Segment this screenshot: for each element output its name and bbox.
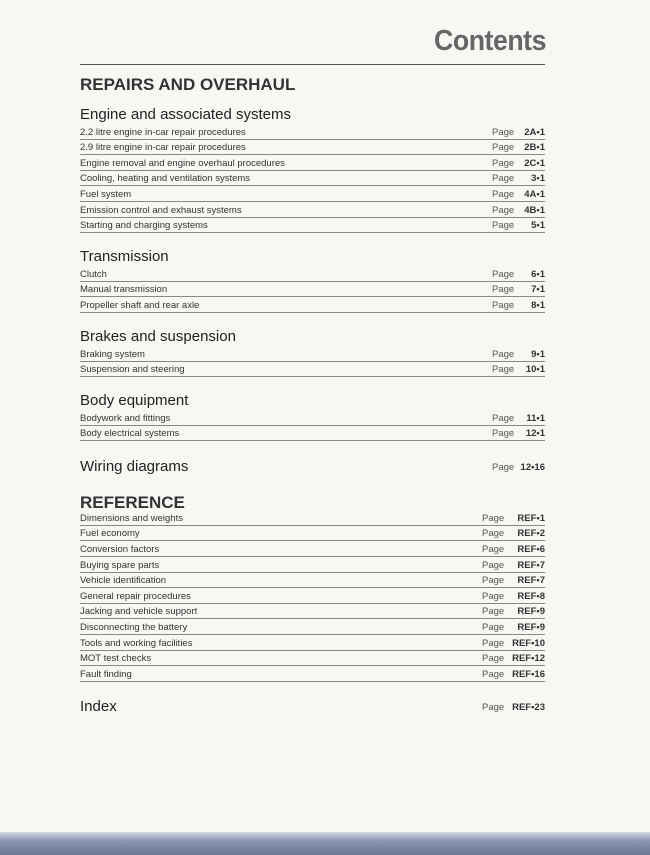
page-number: 2A•1 <box>524 126 545 138</box>
page-word: Page <box>492 412 515 424</box>
scan-edge <box>0 832 650 855</box>
toc-row-label: Cooling, heating and ventilation systems <box>80 173 251 185</box>
toc-row[interactable] <box>80 296 545 313</box>
toc-row[interactable] <box>80 265 545 282</box>
toc-row[interactable] <box>80 154 545 171</box>
page-word: Page <box>482 622 505 634</box>
page-number: REF•10 <box>512 637 545 649</box>
toc-row[interactable] <box>80 409 545 426</box>
toc-row[interactable] <box>80 634 545 651</box>
toc-row-label: Tools and working facilities <box>80 637 193 649</box>
page-number: REF•12 <box>512 653 545 665</box>
page-number: 6•1 <box>531 268 545 280</box>
page-number: REF•9 <box>517 606 545 618</box>
section-heading-engine: Engine and associated systems <box>80 106 291 123</box>
toc-row-label: Fuel economy <box>80 528 140 540</box>
toc-row-label: 2.2 litre engine in-car repair procedures <box>80 126 246 138</box>
toc-row-label: 2.9 litre engine in-car repair procedures <box>80 142 246 154</box>
page-number: 4A•1 <box>524 188 545 200</box>
toc-row[interactable] <box>80 572 545 589</box>
toc-row[interactable] <box>80 603 545 620</box>
toc-row[interactable] <box>80 361 545 378</box>
toc-row-label: Jacking and vehicle support <box>80 606 198 618</box>
page-word: Page <box>492 126 515 138</box>
toc-row-label: Fuel system <box>80 188 132 200</box>
page-word: Page <box>492 142 515 154</box>
toc-row[interactable] <box>80 666 545 683</box>
page-number: REF•23 <box>512 702 545 713</box>
page-number: 2C•1 <box>524 157 545 169</box>
page-word: Page <box>482 590 505 602</box>
toc-row-label: Body electrical systems <box>80 428 180 440</box>
page-number: 12•1 <box>525 428 545 440</box>
page-word: Page <box>492 428 515 440</box>
page-word: Page <box>482 543 505 555</box>
toc-row[interactable] <box>80 650 545 667</box>
page-number: 7•1 <box>531 284 545 296</box>
toc-row[interactable] <box>80 217 545 234</box>
page-number: REF•2 <box>517 528 545 540</box>
page-number: REF•7 <box>517 559 545 571</box>
page-word: Page <box>482 653 505 665</box>
page-word: Page <box>482 575 505 587</box>
page-word: Page <box>482 512 505 524</box>
toc-entry-index[interactable] <box>80 695 545 715</box>
toc-row[interactable] <box>80 525 545 542</box>
toc-row[interactable] <box>80 587 545 604</box>
toc-row[interactable] <box>80 170 545 187</box>
section-heading-body: Body equipment <box>80 392 189 409</box>
page-word: Page <box>492 284 515 296</box>
toc-row[interactable] <box>80 540 545 557</box>
toc-row-label: Buying spare parts <box>80 559 160 571</box>
page-word: Page <box>492 299 515 311</box>
toc-row[interactable] <box>80 201 545 218</box>
toc-row-label: Starting and charging systems <box>80 220 208 232</box>
page-number: 8•1 <box>531 299 545 311</box>
page-word: Page <box>492 348 515 360</box>
page-number: 5•1 <box>531 220 545 232</box>
index-label: Index <box>80 698 117 715</box>
page-word: Page <box>482 528 505 540</box>
repairs-heading: REPAIRS AND OVERHAUL <box>80 75 296 94</box>
page-word: Page <box>492 268 515 280</box>
toc-row-label: Braking system <box>80 348 145 360</box>
page-number: REF•7 <box>517 575 545 587</box>
page-word: Page <box>492 157 515 169</box>
page-number: 10•1 <box>525 364 545 376</box>
toc-row-label: Conversion factors <box>80 543 160 555</box>
page-word: Page <box>482 702 505 713</box>
reference-heading: REFERENCE <box>80 493 185 512</box>
page-word: Page <box>482 669 505 681</box>
page-number: REF•8 <box>517 590 545 602</box>
page-word: Page <box>492 364 515 376</box>
page-word: Page <box>492 204 515 216</box>
toc-row-label: General repair procedures <box>80 590 191 602</box>
toc-row[interactable] <box>80 619 545 636</box>
toc-row-label: Emission control and exhaust systems <box>80 204 242 216</box>
section-heading-brakes: Brakes and suspension <box>80 328 236 345</box>
toc-row-label: Manual transmission <box>80 284 168 296</box>
toc-row[interactable] <box>80 345 545 362</box>
toc-row-label: Bodywork and fittings <box>80 412 171 424</box>
toc-row-label: Suspension and steering <box>80 364 185 376</box>
toc-row[interactable] <box>80 556 545 573</box>
page-word: Page <box>482 559 505 571</box>
toc-row[interactable] <box>80 123 545 140</box>
toc-row-label: Disconnecting the battery <box>80 622 188 634</box>
toc-row-label: MOT test checks <box>80 653 152 665</box>
page-number: REF•1 <box>517 512 545 524</box>
page-number: 3•1 <box>531 173 545 185</box>
page-word: Page <box>482 637 505 649</box>
toc-entry-wiring-diagrams[interactable] <box>80 455 545 475</box>
toc-row[interactable] <box>80 139 545 156</box>
toc-row-label: Vehicle identification <box>80 575 167 587</box>
toc-row[interactable] <box>80 509 545 526</box>
toc-row[interactable] <box>80 281 545 298</box>
page-word: Page <box>492 462 515 473</box>
page-word: Page <box>482 606 505 618</box>
page-word: Page <box>492 188 515 200</box>
toc-row[interactable] <box>80 425 545 442</box>
toc-row-label: Clutch <box>80 268 107 280</box>
toc-row-label: Engine removal and engine overhaul procedures <box>80 157 285 169</box>
toc-row-label: Dimensions and weights <box>80 512 183 524</box>
page-number: 2B•1 <box>524 142 545 154</box>
page-number: REF•9 <box>517 622 545 634</box>
toc-row[interactable] <box>80 185 545 202</box>
page-number: REF•16 <box>512 669 545 681</box>
page-number: 12•16 <box>520 462 545 473</box>
page-number: REF•6 <box>517 543 545 555</box>
toc-row-label: Propeller shaft and rear axle <box>80 299 200 311</box>
title-rule <box>80 64 545 65</box>
page-number: 9•1 <box>531 348 545 360</box>
page-word: Page <box>492 220 515 232</box>
page-number: 4B•1 <box>524 204 545 216</box>
page-word: Page <box>492 173 515 185</box>
toc-row-label: Fault finding <box>80 669 132 681</box>
page-number: 11•1 <box>526 412 545 424</box>
wiring-label: Wiring diagrams <box>80 458 189 475</box>
page-title: Contents <box>434 25 546 57</box>
section-heading-transmission: Transmission <box>80 248 169 265</box>
